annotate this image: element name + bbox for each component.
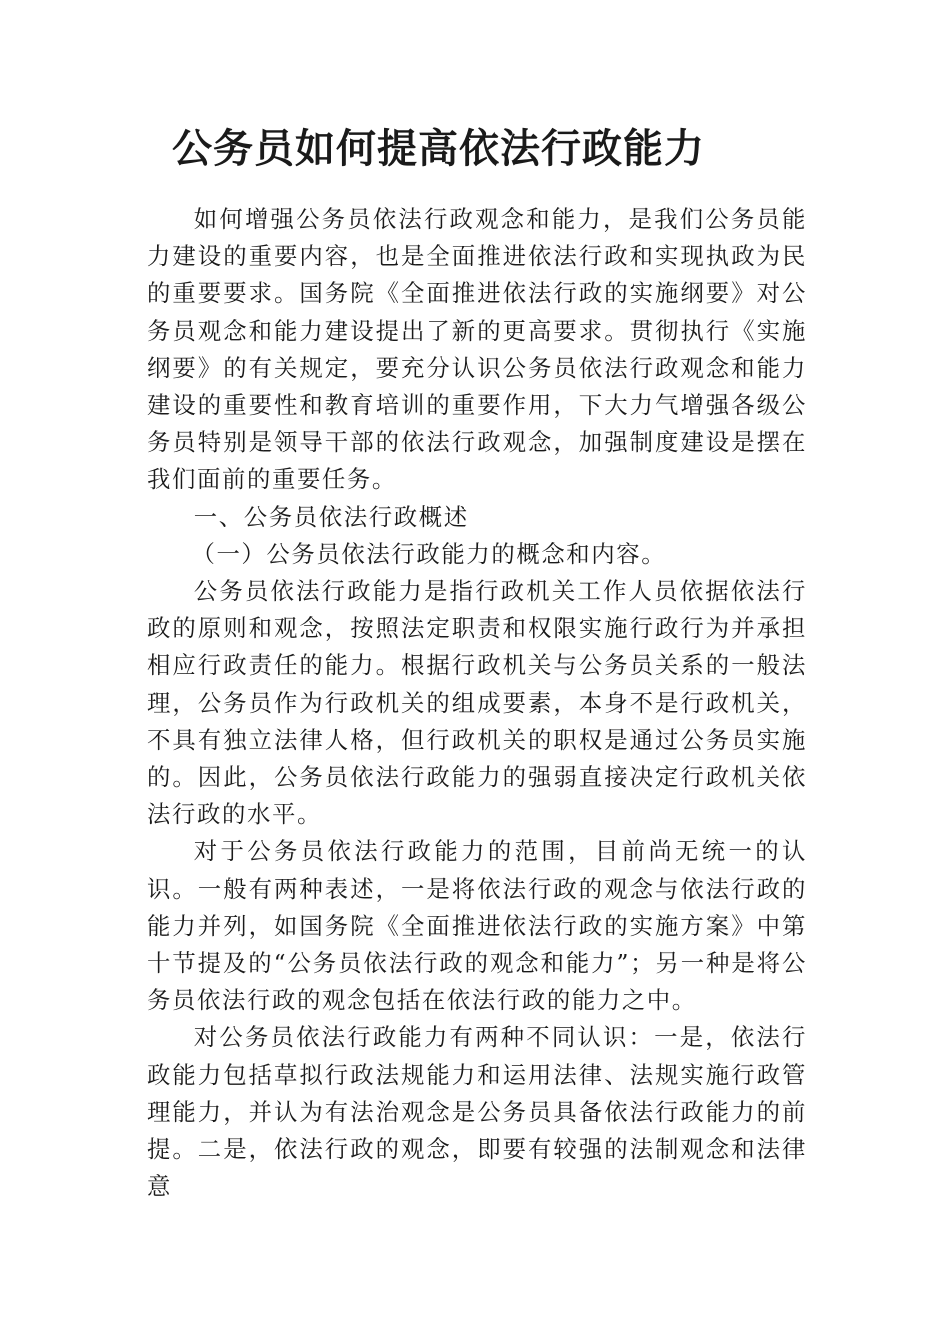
subsection-heading: （一）公务员依法行政能力的概念和内容。 [191, 539, 667, 568]
document-title: 公务员如何提高依法行政能力 [172, 126, 705, 172]
section-heading: 一、公务员依法行政概述 [193, 502, 469, 531]
paragraph-definition: 公务员依法行政能力是指行政机关工作人员依据依法行政的原则和观念，按照法定职责和权限实施行政行为并承担相应行政责任的能力。根据行政机关与公务员关系的一般法理，公务员作为行政机关的组成要素，本身不是行政机关，不具有独立法律人格，但行政机关的职权是通过公务员实施的。因此，公务员依法行政能力的强弱直接决定行政机关依法行政的水平。 [147, 577, 807, 829]
document-body [147, 201, 807, 1205]
paragraph-scope: 对于公务员依法行政能力的范围，目前尚无统一的认识。一般有两种表述，一是将依法行政的观念与依法行政的能力并列，如国务院《全面推进依法行政的实施方案》中第十节提及的“公务员依法行政的观念和能力”；另一种是将公务员依法行政的观念包括在依法行政的能力之中。 [147, 837, 807, 1015]
paragraph-intro: 如何增强公务员依法行政观念和能力，是我们公务员能力建设的重要内容，也是全面推进依法行政和实现执政为民的重要要求。国务院《全面推进依法行政的实施纲要》对公务员观念和能力建设提出了新的更高要求。贯彻执行《实施纲要》的有关规定，要充分认识公务员依法行政观念和能力建设的重要性和教育培训的重要作用，下大力气增强各级公务员特别是领导干部的依法行政观念，加强制度建设是摆在我们面前的重要任务。 [147, 205, 807, 494]
paragraph-views: 对公务员依法行政能力有两种不同认识：一是，依法行政能力包括草拟行政法规能力和运用法律、法规实施行政管理能力，并认为有法治观念是公务员具备依法行政能力的前提。二是，依法行政的观念，即要有较强的法制观念和法律意 [147, 1023, 807, 1201]
